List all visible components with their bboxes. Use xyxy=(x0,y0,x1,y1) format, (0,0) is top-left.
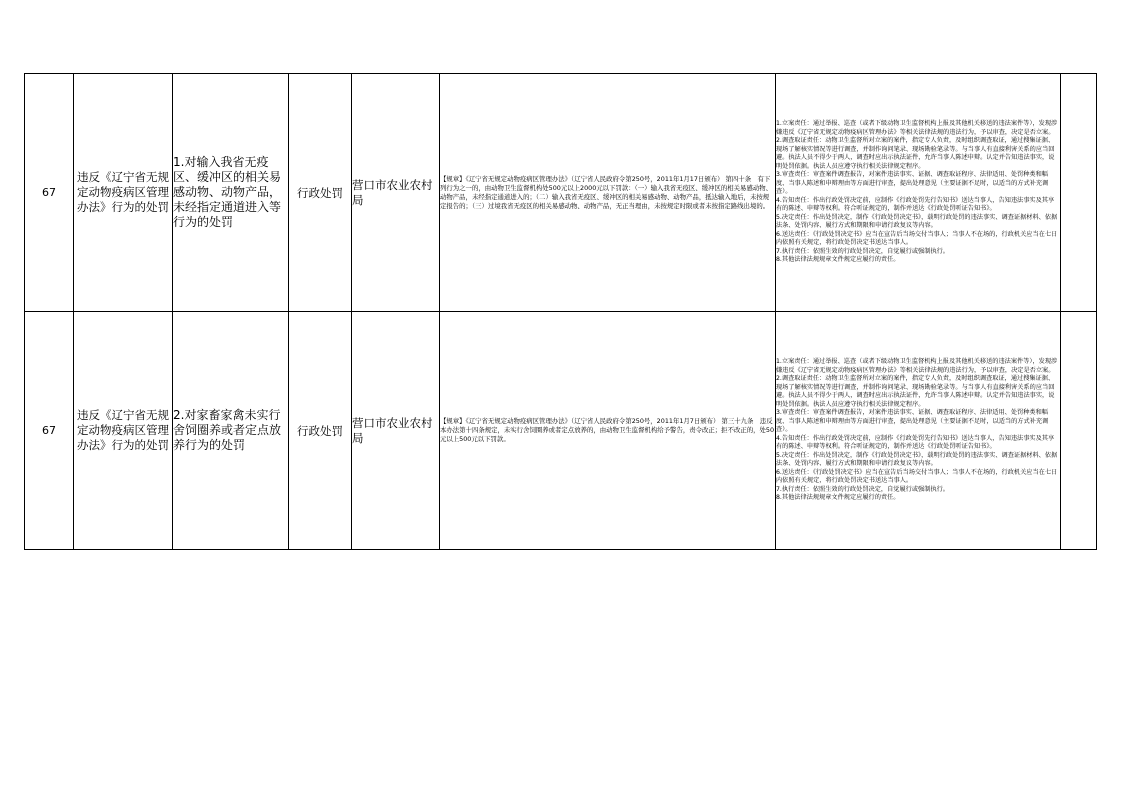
responsibility-item: 7.执行责任：依照生效的行政处罚决定，自觉履行或强制执行。 xyxy=(776,247,949,255)
item-name: 违反《辽宁省无规定动物疫病区管理办法》行为的处罚 xyxy=(74,312,173,550)
remarks-cell xyxy=(1061,74,1097,312)
legal-basis: 【规章】《辽宁省无规定动物疫病区管理办法》（辽宁省人民政府令第250号，2011年1月17日颁布） 第四十条 有下列行为之一的，由动物卫生监督机构处500元以上2000元以下罚款：（一）输入我省无疫区、缓冲区的相关易感动物、动物产品，未经指定通道进入的；（二）输入我省无疫区、缓冲区的相关易感动物、动物产品，抵达输入地后，未按规定报告的；（三）过境我省无疫区的相关易感动物、动物产品，无正当理由，未按规定时限或者未按指定路线出境的。 xyxy=(440,74,776,312)
remarks-cell xyxy=(1061,312,1097,550)
table-row xyxy=(25,74,1097,312)
responsibility-list xyxy=(776,74,1061,312)
item-number: 67 xyxy=(25,312,74,550)
table-row xyxy=(25,312,1097,550)
responsibility-item: 6.送达责任：《行政处罚决定书》应当在宣告后当场交付当事人；当事人不在场的，行政机关应当在七日内依照有关规定，将行政处罚决定书送达当事人。 xyxy=(776,468,1058,485)
responsibility-item: 1.立案责任：通过举报、巡查（或者下级动物卫生监督机构上报及其他机关移送的违法案件等），发现涉嫌违反《辽宁省无规定动物疫病区管理办法》等相关法律法规的违法行为，予以审查，决定是否立案。 xyxy=(776,358,1058,374)
implementing-agency: 营口市农业农村局 xyxy=(352,312,440,550)
responsibility-item: 5.决定责任：作出处罚决定，制作《行政处罚决定书》，载明行政处罚的违法事实、调查证据材料、依据法条、处罚内容、履行方式和期限和申请行政复议等内容。 xyxy=(776,451,1058,468)
responsibility-item: 3.审查责任：审查案件调查报告，对案件违法事实、证据、调查取证程序、法律适用、处罚种类和幅度、当事人陈述和申辩理由等方面进行审查，提出处理意见（主要证据不足时，以适当的方式补充调查）。 xyxy=(776,409,1049,434)
responsibility-item: 7.执行责任：依照生效的行政处罚决定，自觉履行或强制执行。 xyxy=(776,485,949,493)
implementing-agency: 营口市农业农村局 xyxy=(352,74,440,312)
responsibility-item: 3.审查责任：审查案件调查报告，对案件违法事实、证据、调查取证程序、法律适用、处罚种类和幅度、当事人陈述和申辩理由等方面进行审查，提出处理意见（主要证据不足时，以适当的方式补充调查）。 xyxy=(776,171,1049,196)
responsibility-item: 2.调查取证责任：动物卫生监督所对立案的案件，指定专人负责，及时组织调查取证，通过搜集证据、现场了解核实情况等进行调查，并制作询问笔录、现场勘验笔录等。与当事人有直接利害关系的应当回避。执法人员不得少于两人，调查时应出示执法证件，允许当事人陈述申辩。认定并告知违法事实，说明处罚依据。执法人员应遵守执行相关法律规定程序。 xyxy=(776,137,1055,170)
item-number: 67 xyxy=(25,74,74,312)
responsibility-item: 8.其他法律法规规章文件规定应履行的责任。 xyxy=(776,494,900,502)
item-name: 违反《辽宁省无规定动物疫病区管理办法》行为的处罚 xyxy=(74,74,173,312)
responsibility-item: 6.送达责任：《行政处罚决定书》应当在宣告后当场交付当事人；当事人不在场的，行政机关应当在七日内依照有关规定，将行政处罚决定书送达当事人。 xyxy=(776,230,1058,247)
responsibility-item: 1.立案责任：通过举报、巡查（或者下级动物卫生监督机构上报及其他机关移送的违法案件等），发现涉嫌违反《辽宁省无规定动物疫病区管理办法》等相关法律法规的违法行为，予以审查，决定是否立案。 xyxy=(776,120,1058,136)
responsibility-item: 4.告知责任：作出行政处罚决定前，应制作《行政处罚先行告知书》送达当事人，告知违法事实及其享有的陈述、申辩等权利。符合听证规定的，制作并送达《行政处罚听证告知书》。 xyxy=(776,434,1055,451)
sub-item-name: 1.对输入我省无疫区、缓冲区的相关易感动物、动物产品，未经指定通道进入等行为的处罚 xyxy=(173,74,289,312)
responsibility-item: 8.其他法律法规规章文件规定应履行的责任。 xyxy=(776,256,900,264)
responsibility-item: 2.调查取证责任：动物卫生监督所对立案的案件，指定专人负责，及时组织调查取证，通过搜集证据、现场了解核实情况等进行调查，并制作询问笔录、现场勘验笔录等。与当事人有直接利害关系的应当回避。执法人员不得少于两人，调查时应出示执法证件，允许当事人陈述申辩。认定并告知违法事实，说明处罚依据。执法人员应遵守执行相关法律规定程序。 xyxy=(776,375,1055,408)
responsibility-item: 4.告知责任：作出行政处罚决定前，应制作《行政处罚先行告知书》送达当事人，告知违法事实及其享有的陈述、申辩等权利。符合听证规定的，制作并送达《行政处罚听证告知书》。 xyxy=(776,196,1055,213)
power-type: 行政处罚 xyxy=(289,312,352,550)
sub-item-name: 2.对家畜家禽未实行舍饲圈养或者定点放养行为的处罚 xyxy=(173,312,289,550)
legal-basis: 【规章】《辽宁省无规定动物疫病区管理办法》（辽宁省人民政府令第250号，2011年1月7日颁布） 第三十九条 违反本办法第十四条规定，未实行舍饲圈养或者定点放养的，由动物卫生监督机构给予警告，责令改正；拒不改正的，处50元以上500元以下罚款。 xyxy=(440,312,776,550)
power-type: 行政处罚 xyxy=(289,74,352,312)
responsibility-list xyxy=(776,312,1061,550)
penalty-table xyxy=(24,73,1097,550)
responsibility-item: 5.决定责任：作出处罚决定，制作《行政处罚决定书》，载明行政处罚的违法事实、调查证据材料、依据法条、处罚内容、履行方式和期限和申请行政复议等内容。 xyxy=(776,213,1058,230)
